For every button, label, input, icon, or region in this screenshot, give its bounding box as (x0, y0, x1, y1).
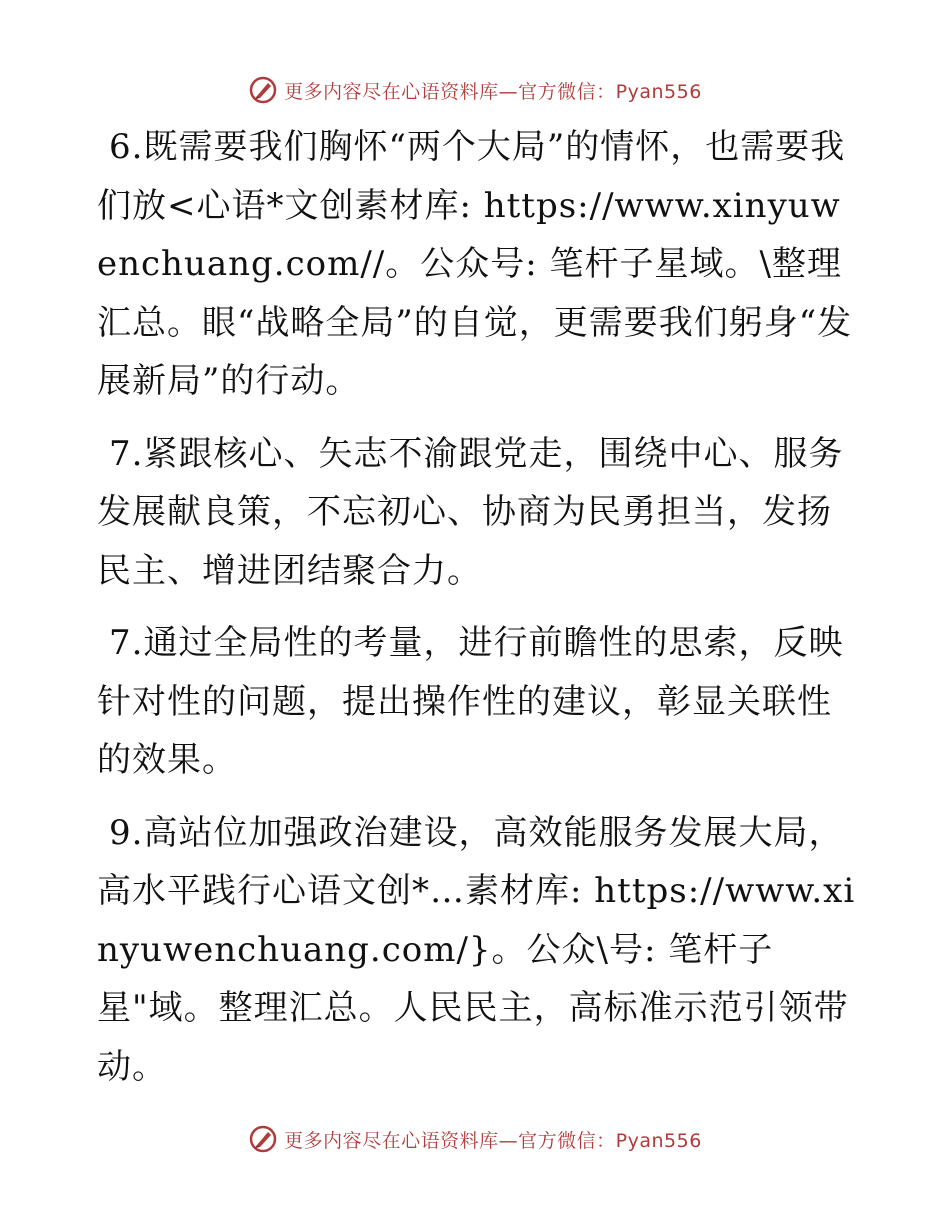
paragraph-text: 通过全局性的考量，进行前瞻性的思索，反映针对性的问题，提出操作性的建议，彰显关联性的效果。 (97, 623, 844, 780)
paragraph-number: 9. (109, 812, 144, 853)
paragraph-7b (97, 614, 857, 790)
pen-nib-logo-icon (248, 1124, 278, 1154)
paragraph-9 (97, 804, 857, 1097)
pen-nib-logo-icon (248, 75, 278, 105)
paragraph-6 (97, 118, 857, 411)
paragraph-text: 既需要我们胸怀“两个大局”的情怀，也需要我们放<心语*文创素材库: https://www.xinyuwenchuang.com//。公众号: 笔杆子星域。\整理汇总。眼“战略全局”的自觉，更需要我们躬身“发展新局”的行动。 (97, 127, 853, 401)
paragraph-number: 7. (109, 433, 144, 474)
banner-text: 更多内容尽在心语资料库—官方微信：Pyan556 (284, 1129, 702, 1152)
footer-banner (0, 1119, 950, 1159)
paragraph-number: 7. (109, 623, 144, 663)
paragraph-7a (97, 425, 857, 601)
header-banner (0, 70, 950, 110)
wechat-id: Pyan556 (615, 1129, 702, 1152)
paragraph-text: 紧跟核心、矢志不渝跟党走，围绕中心、服务发展献良策，不忘初心、协商为民勇担当，发扬民主、增进团结聚合力。 (97, 433, 844, 591)
paragraph-number: 6. (109, 127, 144, 167)
banner-text: 更多内容尽在心语资料库—官方微信：Pyan556 (284, 80, 702, 103)
document-body (97, 118, 857, 1110)
paragraph-text: 高站位加强政治建设，高效能服务发展大局，高水平践行心语文创*…素材库: https://www.xinyuwenchuang.com/}。公众\号: 笔杆子星"域。整理汇总。人民民主，高标准示范引领带动。 (97, 812, 856, 1087)
wechat-id: Pyan556 (615, 80, 702, 103)
